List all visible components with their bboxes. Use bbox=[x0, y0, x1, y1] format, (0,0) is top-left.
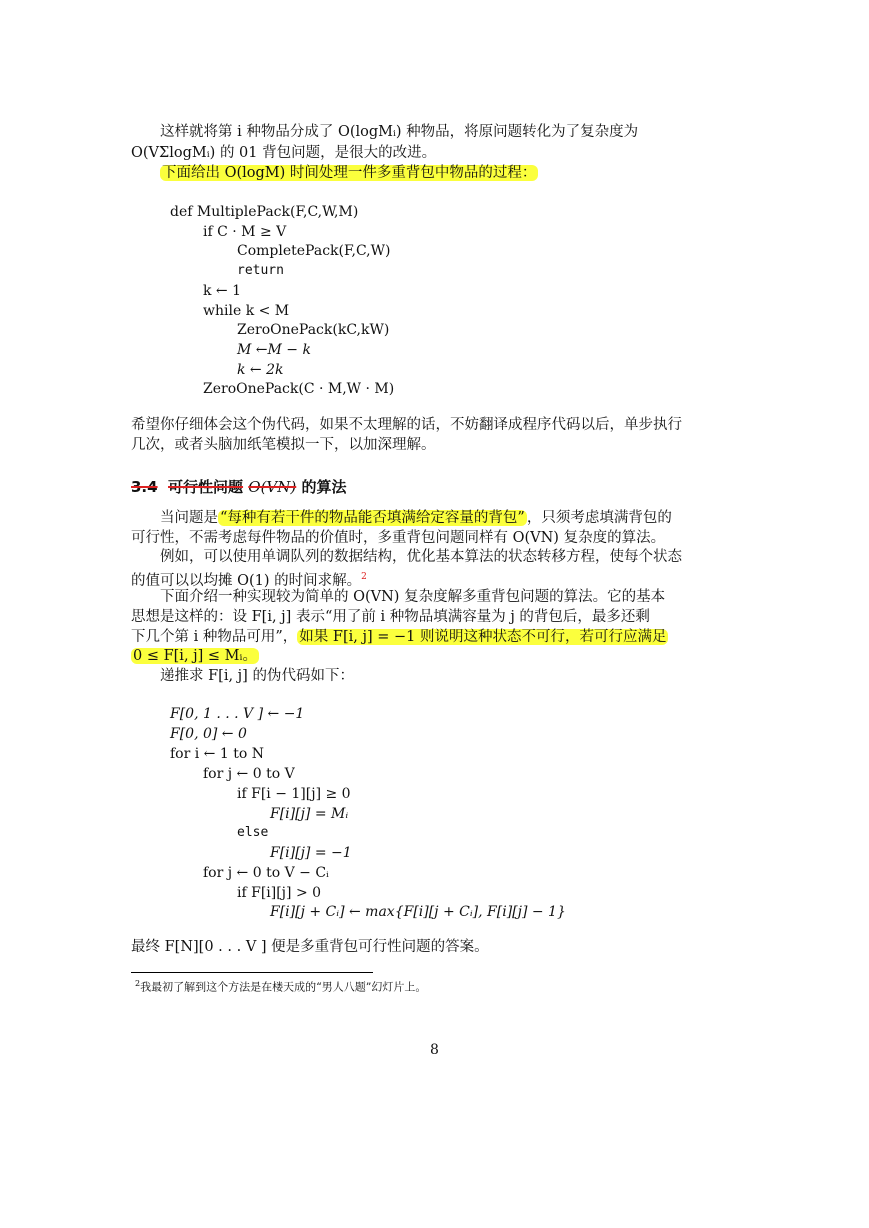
code-line: if C · M ≥ V bbox=[203, 224, 287, 240]
page-number: 8 bbox=[430, 1042, 439, 1058]
footnote-mark: 2 bbox=[135, 979, 141, 988]
para2-line2: 几次，或者头脑加纸笔模拟一下，以加深理解。 bbox=[131, 437, 436, 453]
code-line: def MultiplePack(F,C,W,M) bbox=[170, 204, 359, 220]
para3-line8 bbox=[131, 646, 259, 666]
code-line: F[i][j] = Mᵢ bbox=[270, 806, 349, 822]
para3-line9: 递推求 F[i, j] 的伪代码如下： bbox=[160, 668, 354, 684]
highlight-text[interactable]: 如果 F[i, j] = −1 则说明这种状态不可行，若可行应满足 bbox=[299, 629, 667, 645]
code-line: while k < M bbox=[203, 303, 290, 319]
code-line: for j ← 0 to V − Cᵢ bbox=[203, 865, 329, 881]
para3-line6: 思想是这样的：设 F[i, j] 表示“用了前 i 种物品填满容量为 j 的背包后，最多还剩 bbox=[131, 609, 650, 625]
code-line: k ← 1 bbox=[203, 283, 242, 299]
code-line: for j ← 0 to V bbox=[203, 766, 295, 782]
para1-line2: O(VΣlogMᵢ) 的 01 背包问题，是很大的改进。 bbox=[131, 145, 437, 161]
section-title-suffix: 的算法 bbox=[301, 478, 347, 496]
code-line: else bbox=[237, 825, 269, 840]
section-heading bbox=[131, 476, 347, 498]
code-line: F[0, 1 . . . V ] ← −1 bbox=[170, 706, 305, 722]
para3-line4: 的值可以以均摊 O(1) 的时间求解。$^2$ bbox=[131, 572, 367, 589]
code-line: F[i][j] = −1 bbox=[270, 845, 352, 861]
para3-line2: 可行性，不需考虑每件物品的价值时，多重背包问题同样有 O(VN) 复杂度的算法。 bbox=[131, 530, 666, 546]
para1-line1: 这样就将第 i 种物品分成了 O(logMᵢ) 种物品，将原问题转化为了复杂度为 bbox=[160, 124, 639, 140]
code-line: ZeroOnePack(C · M,W · M) bbox=[203, 381, 395, 397]
code-line: F[0, 0] ← 0 bbox=[170, 726, 247, 742]
section-title-math: O(VN) bbox=[248, 478, 297, 496]
para4: 最终 F[N][0 . . . V ] 便是多重背包可行性问题的答案。 bbox=[131, 939, 489, 955]
para3-line7: 下几个第 i 种物品可用”， 如果 F[i, j] = −1 则说明这种状态不可行，若可行应满足 bbox=[131, 629, 667, 645]
code-line: if F[i][j] > 0 bbox=[237, 885, 322, 901]
para3-line3: 例如，可以使用单调队列的数据结构，优化基本算法的状态转移方程，使每个状态 bbox=[160, 549, 682, 565]
highlight-text[interactable]: “每种有若干件的物品能否填满给定容量的背包” bbox=[220, 510, 525, 526]
code-line: M ←M − k bbox=[237, 342, 311, 358]
footnote-rule bbox=[131, 972, 373, 973]
footnote bbox=[135, 976, 426, 996]
code-line: F[i][j + Cᵢ] ← max{F[i][j + Cᵢ], F[i][j] − 1} bbox=[270, 904, 566, 920]
highlight-text[interactable]: 0 ≤ F[i, j] ≤ Mᵢ。 bbox=[133, 648, 257, 664]
highlight-text[interactable]: 下面给出 O(logM) 时间处理一件多重背包中物品的过程： bbox=[162, 165, 537, 181]
code-line: k ← 2k bbox=[237, 362, 284, 378]
code-line: return bbox=[237, 263, 284, 278]
section-number: 3.4 bbox=[131, 478, 158, 496]
para3-line5: 下面介绍一种实现较为简单的 O(VN) 复杂度解多重背包问题的算法。它的基本 bbox=[160, 589, 666, 605]
footnote-ref[interactable]: 2 bbox=[361, 572, 367, 582]
code-line: ZeroOnePack(kC,kW) bbox=[237, 322, 390, 338]
code-line: if F[i − 1][j] ≥ 0 bbox=[237, 786, 351, 802]
code-line: for i ← 1 to N bbox=[170, 746, 264, 762]
footnote-text: 我最初了解到这个方法是在楼天成的“男人八题”幻灯片上。 bbox=[140, 980, 427, 994]
para1-line3 bbox=[160, 163, 538, 183]
para2-line1: 希望你仔细体会这个伪代码，如果不太理解的话，不妨翻译成程序代码以后，单步执行 bbox=[131, 417, 682, 433]
code-line: CompletePack(F,C,W) bbox=[237, 243, 391, 259]
para3-line1: 当问题是 “每种有若干件的物品能否填满给定容量的背包” ，只须考虑填满背包的 bbox=[160, 510, 672, 526]
section-title-prefix: 可行性问题 bbox=[168, 478, 244, 496]
